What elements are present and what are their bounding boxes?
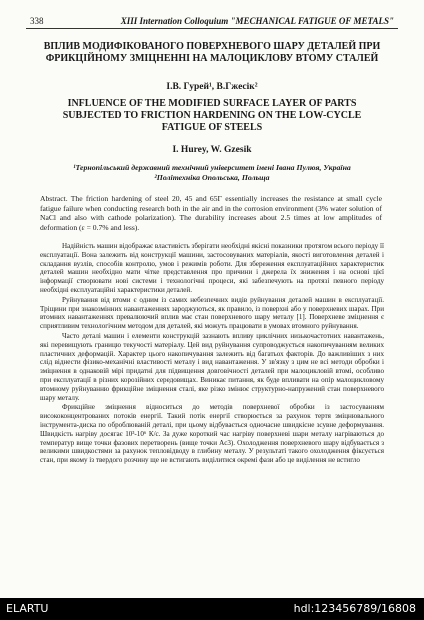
repository-footer — [0, 598, 424, 620]
english-authors: I. Hurey, W. Gzesik — [172, 145, 252, 155]
repository-name: ELARTU — [6, 602, 49, 615]
colloquium-title: XIII Internation Colloquium "MECHANICAL FATIGUE OF METALS" — [120, 16, 394, 26]
paragraph: Руйнування від втоми є одним із самих небезпечних видів руйнування деталей машин в експлуатації. Тріщини при знакозмінних навантаженнях зароджуються, як правило, із поверхні або у поверхневих шарах. При втомних навантаженнях превалюючий вплив має стан поверхневого шару металу [1]. Поверхневе зміцнення є сприятливим технологічним методом для деталей, які можуть працювати в умовах втомного руйнування. — [40, 295, 384, 331]
paragraph: Надійність машин відображає властивість зберігати необхідні якісні показники протягом всього періоду її експлуатації. Вона залежить від конструкції машини, застосовуваних матеріалів, якості виготовлення деталей і складання вузлів, способів контролю, умов і режимів роботи. Для збереження експлуатаційних характеристик деталей машин необхідно мати чітке представлення про причини і джерела їх зниження і на основі цієї інформації створювати нові системи і технологічні процеси, які забезпечують на протязі певного періоду необхідні експлуатаційні характеристики деталей. — [40, 242, 384, 294]
running-header — [26, 16, 398, 29]
affiliation-2: ²Політехніка Опольська, Польща — [154, 173, 270, 182]
body-text — [40, 242, 384, 465]
affiliation-1: ¹Тернопільський державний технічний університет імені Івана Пулюя, Україна — [73, 163, 351, 172]
ukrainian-authors: І.В. Гурей¹, В.Гжесік² — [166, 82, 258, 92]
handle-identifier: hdl:123456789/16808 — [293, 602, 416, 615]
ukrainian-title: ВПЛИВ МОДИФІКОВАНОГО ПОВЕРХНЕВОГО ШАРУ ДЕТАЛЕЙ ПРИ ФРИКЦІЙНОМУ ЗМІЦНЕННІ НА МАЛОЦИКЛОВУ ВТОМУ СТАЛЕЙ — [43, 41, 381, 64]
english-title: INFLUENCE OF THE MODIFIED SURFACE LAYER OF PARTS SUBJECTED TO FRICTION HARDENING ON THE LOW-CYCLE FATIGUE OF STEELS — [62, 98, 362, 133]
abstract: Abstract. The friction hardening of steel 20, 45 and 65Г essentially increases the resistance at small cycle fatigue failure when conducting research both in the air and in the corrosion environment (3% water solution of NaCl and also with cathode polarization). The durability increases about 2.5 times at low amplitudes of deformation (ε = 0.7% and less). — [40, 194, 382, 232]
paragraph: Фрикційне зміцнення відноситься до методів поверхневої обробки із застосуванням висококонцентрованих потоків енергії. Такий потік енергії створюється за рахунок тертя зміцнювального інструмента-диска по оброблюваній деталі, при цьому відбувається одночасне швидкісне зсувне деформування. Швидкість нагріву досягає 10³-10⁶ К/с. За дуже короткий час нагріву поверхневі шари металу нагріваються до температур вище точки фазових перетворень (вище точки Ac3). Охолодження поверхневого шару відбувається з великими швидкостями за рахунок тепловідводу в глибину металу. У результаті такого охолодження фіксується стан, при якому із твердого розчину ще не встигають виділитися окремі фази або це виділення не встигло — [40, 403, 384, 465]
affiliations — [30, 163, 394, 183]
page-number: 338 — [30, 16, 44, 26]
paragraph: Часто деталі машин і елементи конструкцій зазнають впливу циклічних низькочастотних навантажень, які перевищують границю текучості матеріалу. Цей вид руйнування супроводжується накопичуванням великих пластичних деформацій. Характер цього накопичування залежить від багатьох факторів. До важливіших з них слід віднести фізико-механічні властивості металу і вид навантаження. У зв'язку з цим не всі методи обробки і зміцнення в однаковій мірі придатні для підвищення довговічності деталей при малоцикловій втомі, особливо при експлуатації в різних корозійних середовищах. Виникає питання, як буде впливати на опір малоцикловому втомному руйнуванню фрикційне зміцнення сталі, яке різко змінює структурно-напружений стан поверхневого шару металу. — [40, 331, 384, 402]
